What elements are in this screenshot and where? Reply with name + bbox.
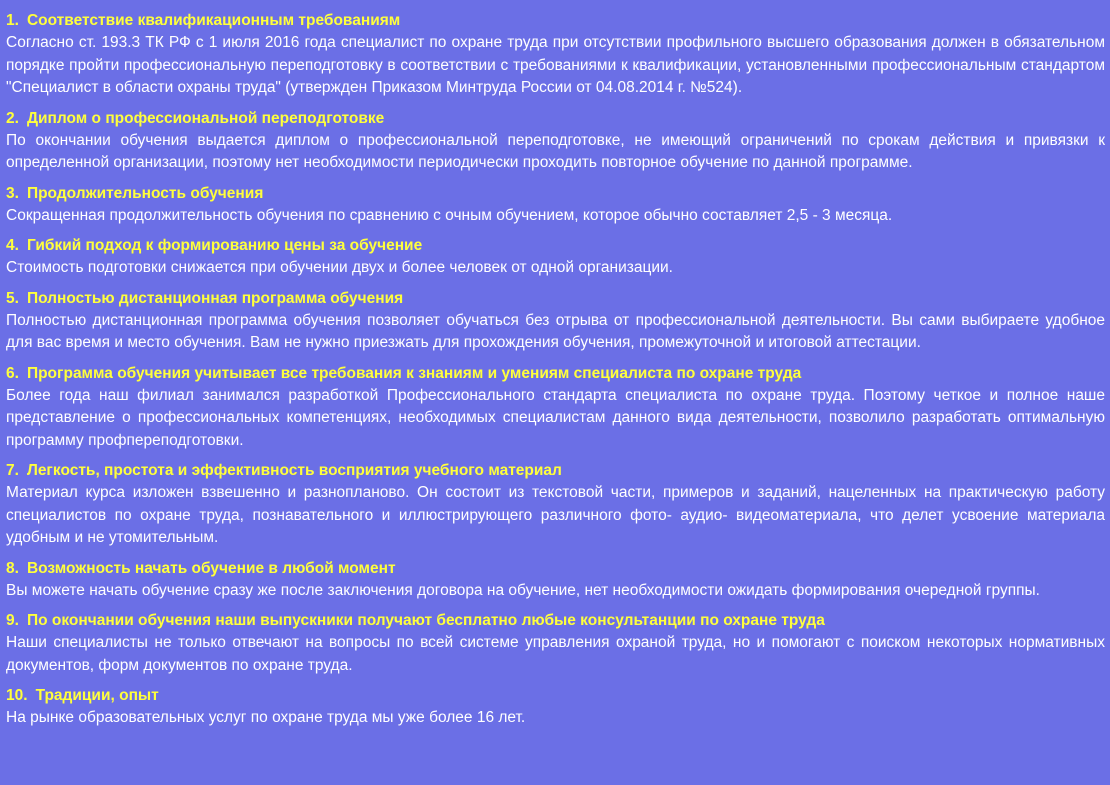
list-item [6, 685, 1105, 730]
item-title: Возможность начать обучение в любой момент [26, 559, 396, 577]
list-item [6, 183, 1105, 228]
item-title: Соответствие квалификационным требованиям [26, 12, 401, 29]
item-text: По окончании обучения выдается диплом о профессиональной переподготовке, не имеющий ограничений по срокам действия и привязки к определенной организации, поэтому нет необходимости периодически проходить повторное обучение по данной программе. [6, 131, 1105, 171]
item-number: 9. [6, 612, 19, 629]
list-item [6, 610, 1105, 677]
item-number: 4. [6, 237, 19, 254]
item-heading [6, 558, 1105, 580]
item-text: Полностью дистанционная программа обучения позволяет обучаться без отрыва от профессиональной деятельности. Вы сами выбираете удобное для вас время и место обучения. Вам не нужно приезжать для прохождения обучения, промежуточной и итоговой аттестации. [6, 311, 1105, 351]
item-heading [6, 610, 1105, 632]
item-title: Программа обучения учитывает все требования к знаниям и умениям специалиста по охране труда [26, 364, 802, 382]
item-title: Диплом о профессиональной переподготовке [26, 109, 385, 127]
item-heading [6, 685, 1105, 707]
list-item [6, 288, 1105, 355]
item-text: Согласно ст. 193.3 ТК РФ с 1 июля 2016 года специалист по охране труда при отсутствии профильного высшего образования должен в обязательном порядке пройти профессиональную переподготовку в соответствии с требованиями к квалификации, установленными профессиональным стандартом "Специалист в области охраны труда" (утвержден Приказом Минтруда России от 04.08.2014 г. №524). [6, 34, 1105, 96]
item-text: Вы можете начать обучение сразу же после заключения договора на обучение, нет необходимости ожидать формирования очередной группы. [6, 581, 1040, 599]
item-text: Наши специалисты не только отвечают на вопросы по всей системе управления охраной труда, но и помогают с поиском некоторых нормативных документов, форм документов по охране труда. [6, 634, 1105, 674]
item-heading [6, 183, 1105, 205]
item-text: Стоимость подготовки снижается при обучении двух и более человек от одной организации. [6, 259, 673, 276]
item-text: Сокращенная продолжительность обучения по сравнению с очным обучением, которое обычно составляет 2,5 - 3 месяца. [6, 206, 893, 224]
item-title: Гибкий подход к формированию цены за обучение [26, 237, 423, 254]
list-item [6, 558, 1105, 603]
list-item [6, 460, 1105, 550]
list-item [6, 108, 1105, 175]
item-title: Традиции, опыт [35, 687, 159, 704]
list-item [6, 10, 1105, 100]
item-number: 6. [6, 364, 19, 382]
item-number: 8. [6, 559, 19, 577]
list-item [6, 235, 1105, 280]
item-number: 7. [6, 462, 19, 479]
item-text: На рынке образовательных услуг по охране труда мы уже более 16 лет. [6, 709, 526, 726]
item-number: 2. [6, 109, 19, 127]
item-number: 10. [6, 687, 28, 704]
item-heading [6, 363, 1105, 385]
item-heading [6, 460, 1105, 482]
item-heading [6, 10, 1105, 32]
item-text: Более года наш филиал занимался разработкой Профессионального стандарта специалиста по охране труда. Поэтому четкое и полное наше представление о профессиональных компетенциях, необходимых специалистам данного вида деятельности, позволило разработать оптимальную программу профпереподготовки. [6, 386, 1105, 449]
item-heading [6, 288, 1105, 310]
list-item [6, 363, 1105, 453]
item-number: 1. [6, 12, 19, 29]
item-number: 3. [6, 184, 19, 202]
item-number: 5. [6, 289, 19, 307]
item-heading [6, 235, 1105, 257]
item-heading [6, 108, 1105, 130]
item-text: Материал курса изложен взвешенно и разнопланово. Он состоит из текстовой части, примеров и заданий, нацеленных на практическую работу специалистов по охране труда, познавательного и иллюстрирующего различного фото- аудио- видеоматериала, что делет усвоение материала удобным и не утомительным. [6, 484, 1105, 546]
item-title: По окончании обучения наши выпускники получают бесплатно любые консультанции по охране труда [26, 612, 825, 629]
item-title: Продолжительность обучения [26, 184, 264, 202]
item-title: Полностью дистанционная программа обучения [26, 289, 404, 307]
item-title: Легкость, простота и эффективность восприятия учебного материал [26, 462, 562, 479]
